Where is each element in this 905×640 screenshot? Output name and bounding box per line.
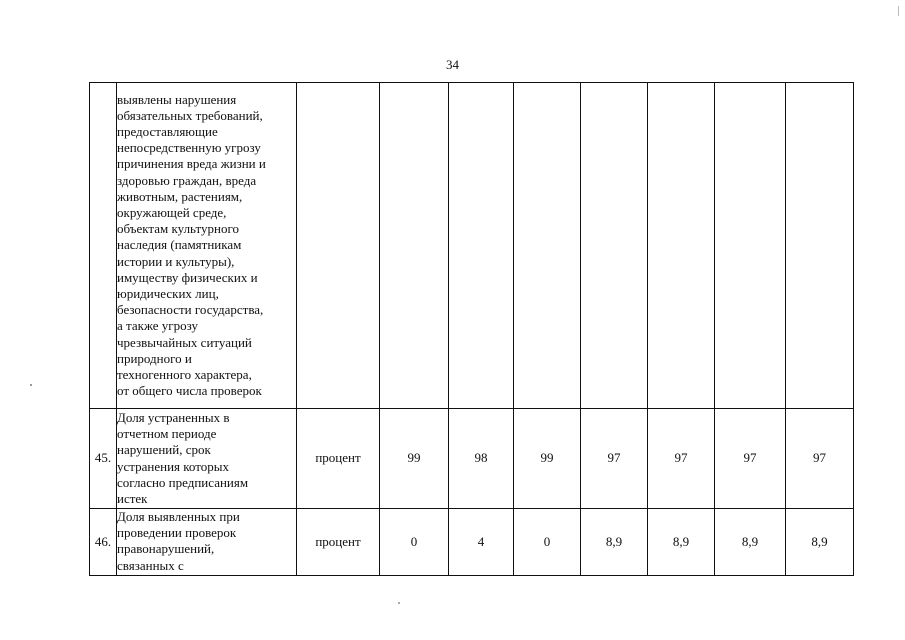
description-line: юридических лиц, (117, 286, 219, 301)
description-line: истек (117, 490, 148, 506)
description-line: связанных с (117, 557, 184, 573)
indicator-description (117, 83, 297, 409)
value-cell: 8,9 (648, 509, 715, 576)
description-line: техногенного характера, (117, 367, 252, 383)
description-line: предоставляющие (117, 123, 218, 139)
description-line: проведении проверок (117, 525, 237, 541)
value-cell: 4 (449, 509, 514, 576)
value-cell (715, 83, 786, 409)
value-cell (648, 83, 715, 409)
description-line: объектам культурного (117, 221, 239, 237)
value-cell: 97 (715, 409, 786, 509)
row-number: 45. (90, 409, 117, 509)
page-number: 34 (446, 57, 459, 72)
value-cell (380, 83, 449, 409)
description-line: Доля выявленных при (117, 509, 240, 524)
value-cell (786, 83, 854, 409)
table-row (90, 509, 854, 576)
unit-cell: процент (297, 509, 380, 576)
description-line: а также угрозу (117, 318, 198, 334)
value-cell: 8,9 (786, 509, 854, 576)
value-cell: 99 (514, 409, 581, 509)
table-row (90, 409, 854, 509)
indicators-table (89, 82, 854, 576)
scan-edge-mark (898, 6, 899, 16)
description-line: безопасности государства, (117, 302, 264, 318)
description-line: природного и (117, 350, 192, 366)
value-cell: 0 (514, 509, 581, 576)
description-line: непосредственную угрозу (117, 140, 261, 156)
description-line: причинения вреда жизни и (117, 156, 266, 172)
description-line: обязательных требований, (117, 107, 263, 123)
value-cell: 97 (786, 409, 854, 509)
value-cell: 98 (449, 409, 514, 509)
unit-cell: процент (297, 409, 380, 509)
indicator-description (117, 409, 297, 509)
description-line: чрезвычайных ситуаций (117, 334, 252, 350)
row-number: 46. (90, 509, 117, 576)
value-cell: 97 (648, 409, 715, 509)
description-line: Доля устраненных в (117, 409, 230, 425)
indicator-description (117, 509, 297, 576)
description-line: имуществу физических и (117, 269, 258, 285)
scan-speck (398, 602, 400, 604)
scan-speck (30, 384, 32, 386)
table-row (90, 83, 854, 409)
value-cell: 8,9 (715, 509, 786, 576)
value-cell (514, 83, 581, 409)
description-line: выявлены нарушения (117, 91, 237, 107)
description-line: согласно предписаниям (117, 474, 249, 490)
row-number (90, 83, 117, 409)
value-cell: 97 (581, 409, 648, 509)
description-line: окружающей среде, (117, 204, 227, 220)
description-line: животным, растениям, (117, 188, 243, 204)
value-cell (449, 83, 514, 409)
description-line: здоровью граждан, вреда (117, 172, 257, 188)
unit-cell (297, 83, 380, 409)
description-line: от общего числа проверок (117, 383, 262, 399)
value-cell: 8,9 (581, 509, 648, 576)
description-line: наследия (памятникам (117, 237, 242, 253)
description-line: устранения которых (117, 458, 229, 474)
description-line: правонарушений, (117, 541, 215, 557)
description-line: отчетном периоде (117, 426, 217, 442)
value-cell: 0 (380, 509, 449, 576)
description-line: истории и культуры), (117, 253, 235, 269)
value-cell: 99 (380, 409, 449, 509)
value-cell (581, 83, 648, 409)
description-line: нарушений, срок (117, 442, 211, 458)
